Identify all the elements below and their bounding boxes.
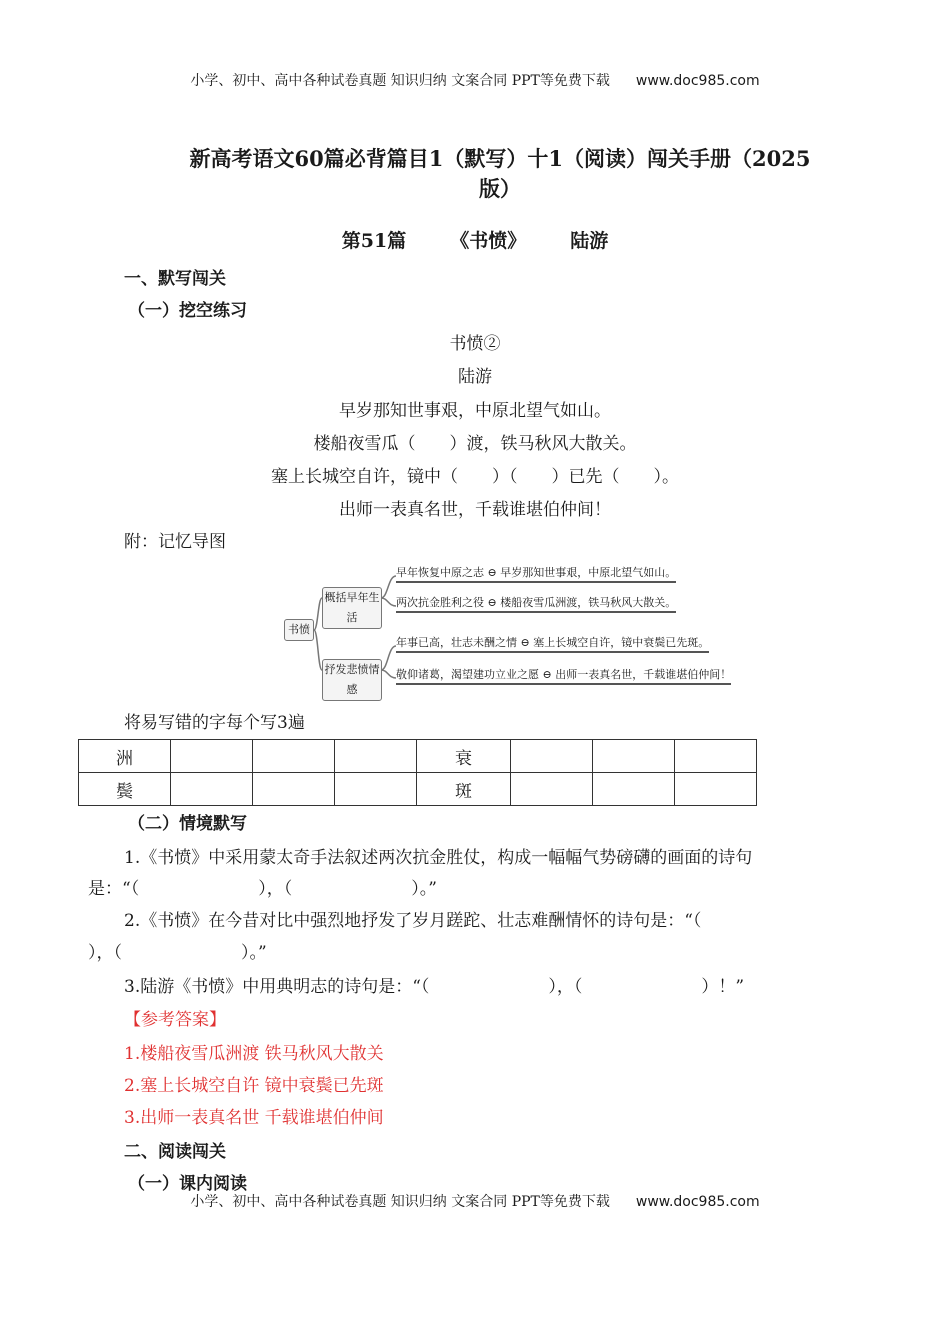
practice-table bbox=[78, 739, 757, 806]
map-leaf-quote: 楼船夜雪瓜洲渡，铁马秋风大散关。 bbox=[500, 596, 677, 609]
answer-item: 1.楼船夜雪瓜洲渡 铁马秋风大散关 bbox=[124, 1044, 384, 1064]
table-cell: 衰 bbox=[417, 740, 511, 773]
section1-heading: 一、默写闯关 bbox=[124, 269, 226, 289]
subtitle-work: 《书愤》 bbox=[450, 230, 527, 252]
question-2: 2.《书愤》在今昔对比中强烈地抒发了岁月蹉跎、壮志难酬情怀的诗句是：“（ bbox=[124, 911, 702, 931]
poem-line: 塞上长城空自许，镜中（ ）（ ）已先（ ）。 bbox=[271, 467, 679, 487]
table-cell[interactable] bbox=[511, 740, 593, 773]
table-cell: 鬓 bbox=[79, 773, 171, 806]
header-text: 小学、初中、高中各种试卷真题 知识归纳 文案合同 PPT等免费下载 bbox=[190, 73, 610, 89]
table-cell[interactable] bbox=[335, 740, 417, 773]
table-cell[interactable] bbox=[335, 773, 417, 806]
subtitle-author: 陆游 bbox=[570, 230, 609, 252]
mind-map bbox=[284, 560, 732, 696]
page-title bbox=[150, 144, 850, 204]
table-cell[interactable] bbox=[593, 773, 675, 806]
answer-item: 3.出师一表真名世 千载谁堪伯仲间 bbox=[124, 1108, 384, 1128]
map-branch: 概括早年生活 bbox=[322, 587, 382, 629]
answer-heading: 【参考答案】 bbox=[124, 1010, 226, 1030]
poem-author: 陆游 bbox=[458, 367, 492, 387]
map-leaf: 年事已高，壮志未酬之情 ⊖ 塞上长城空自许，镜中衰鬓已先斑。 bbox=[396, 635, 709, 653]
answer-item: 2.塞上长城空自许 镜中衰鬓已先斑 bbox=[124, 1076, 384, 1096]
table-cell: 斑 bbox=[417, 773, 511, 806]
map-leaf: 早年恢复中原之志 ⊖ 早岁那知世事艰，中原北望气如山。 bbox=[396, 565, 676, 583]
map-root: 书愤 bbox=[284, 619, 314, 641]
map-leaf: 敬仰诸葛，渴望建功立业之愿 ⊖ 出师一表真名世，千载谁堪伯仲间！ bbox=[396, 667, 731, 685]
table-cell[interactable] bbox=[593, 740, 675, 773]
map-leaf-note: 年事已高，壮志未酬之情 bbox=[396, 636, 517, 649]
subtitle bbox=[0, 226, 950, 253]
subtitle-number: 第51篇 bbox=[341, 230, 407, 252]
section1-part2: （二）情境默写 bbox=[128, 814, 247, 834]
footer-text: 小学、初中、高中各种试卷真题 知识归纳 文案合同 PPT等免费下载 bbox=[190, 1194, 610, 1210]
map-leaf-quote: 早岁那知世事艰，中原北望气如山。 bbox=[500, 566, 677, 579]
poem-line: 楼船夜雪瓜（ ）渡，铁马秋风大散关。 bbox=[313, 434, 637, 454]
table-cell[interactable] bbox=[511, 773, 593, 806]
header-site[interactable]: www.doc985.com bbox=[635, 73, 760, 89]
title-line2: 版） bbox=[479, 176, 521, 201]
table-cell[interactable] bbox=[253, 773, 335, 806]
title-line1: 新高考语文60篇必背篇目1（默写）十1（阅读）闯关手册（2025 bbox=[189, 146, 811, 171]
section2-part1: （一）课内阅读 bbox=[128, 1174, 247, 1194]
footer-site[interactable]: www.doc985.com bbox=[635, 1194, 760, 1210]
section1-part1: （一）挖空练习 bbox=[128, 301, 247, 321]
section2-heading: 二、阅读闯关 bbox=[124, 1142, 226, 1162]
table-cell[interactable] bbox=[171, 740, 253, 773]
poem-line: 早岁那知世事艰，中原北望气如山。 bbox=[339, 401, 611, 421]
table-cell[interactable] bbox=[675, 740, 757, 773]
table-row bbox=[79, 773, 757, 806]
question-2-cont: ），（ ）。” bbox=[88, 943, 267, 963]
page-header bbox=[0, 70, 950, 90]
question-3: 3.陆游《书愤》中用典明志的诗句是：“（ ），（ ）！” bbox=[124, 977, 745, 997]
map-leaf: 两次抗金胜利之役 ⊖ 楼船夜雪瓜洲渡，铁马秋风大散关。 bbox=[396, 595, 676, 613]
map-leaf-note: 早年恢复中原之志 bbox=[396, 566, 484, 579]
poem-title: 书愤② bbox=[449, 334, 501, 354]
question-1: 1.《书愤》中采用蒙太奇手法叙述两次抗金胜仗，构成一幅幅气势磅礴的画面的诗句 bbox=[124, 848, 753, 868]
map-leaf-quote: 塞上长城空自许，镜中衰鬓已先斑。 bbox=[533, 636, 710, 649]
table-cell[interactable] bbox=[675, 773, 757, 806]
appendix-label: 附：记忆导图 bbox=[124, 532, 226, 552]
page-footer bbox=[0, 1191, 950, 1211]
poem-line: 出师一表真名世，千载谁堪伯仲间！ bbox=[339, 500, 611, 520]
practice-note: 将易写错的字每个写3遍 bbox=[124, 713, 305, 733]
map-leaf-quote: 出师一表真名世，千载谁堪伯仲间！ bbox=[555, 668, 732, 681]
map-leaf-note: 敬仰诸葛，渴望建功立业之愿 bbox=[396, 668, 539, 681]
question-1-cont: 是：“（ ），（ ）。” bbox=[88, 879, 437, 899]
map-branch: 抒发悲愤情感 bbox=[322, 659, 382, 701]
map-leaf-note: 两次抗金胜利之役 bbox=[396, 596, 484, 609]
table-cell[interactable] bbox=[171, 773, 253, 806]
table-cell: 洲 bbox=[79, 740, 171, 773]
table-row bbox=[79, 740, 757, 773]
table-cell[interactable] bbox=[253, 740, 335, 773]
